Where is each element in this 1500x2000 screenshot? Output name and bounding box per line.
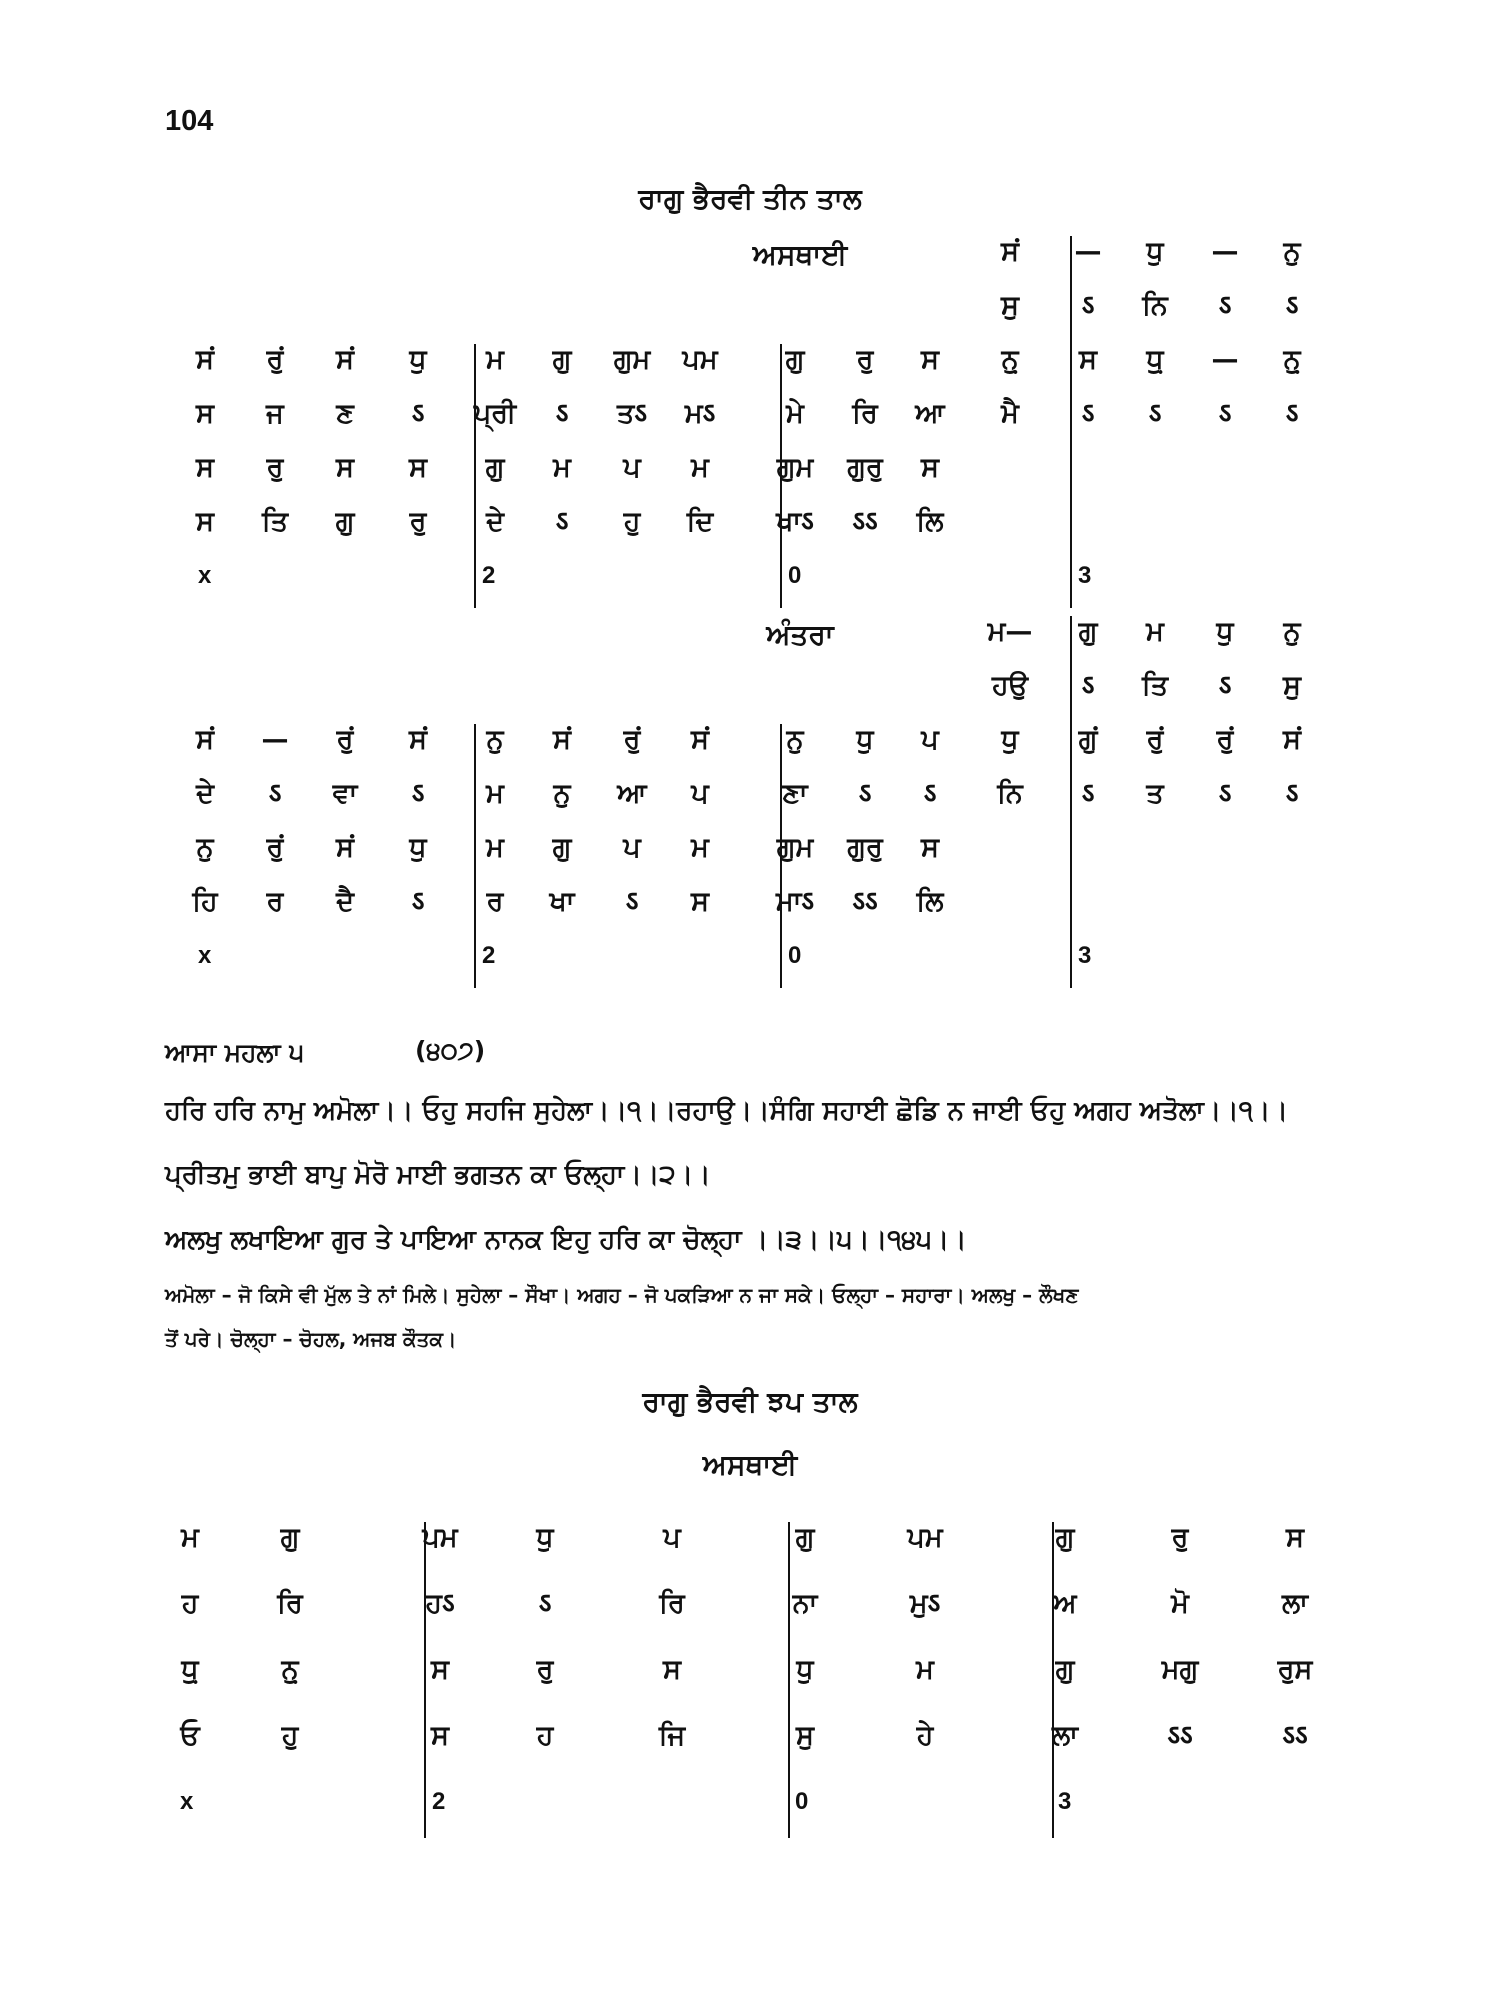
- notation-cell: ਗੁ: [335, 506, 355, 537]
- notation-cell: ਤਿ: [262, 506, 288, 537]
- notation-cell: ਧੁ: [1216, 616, 1234, 647]
- notation-cell: ਪਮ: [422, 1522, 458, 1553]
- notation-cell: ऽ: [1081, 778, 1095, 809]
- notation-cell: ਰੁਂ: [266, 832, 284, 863]
- notation-cell: ਮੁऽ: [909, 1588, 941, 1619]
- notation-cell: ਗੁਂ: [1078, 724, 1098, 755]
- notation-cell: ਮ: [691, 452, 709, 483]
- notation-cell: ਹ: [536, 1720, 554, 1751]
- notation-cell: ਮ: [691, 832, 709, 863]
- notation-cell: ਨੁ਼: [1283, 344, 1301, 375]
- section1-title: ਰਾਗੁ ਭੈਰਵੀ ਤੀਨ ਤਾਲ: [638, 182, 862, 215]
- notation-cell: ਗੁ: [1078, 616, 1098, 647]
- taal-mark: 3: [1058, 1788, 1072, 1815]
- notation-cell: ਸ: [663, 1654, 681, 1685]
- notation-cell: ਗੁ: [485, 452, 505, 483]
- page-number: 104: [165, 105, 214, 137]
- notation-cell: ऽ: [1218, 670, 1232, 701]
- taal-mark: 2: [482, 562, 496, 589]
- shabad-ang: (੪੦੭): [415, 1036, 486, 1065]
- notation-cell: ਮੇ: [786, 398, 804, 429]
- notation-cell: ਧੁ: [409, 344, 427, 375]
- notation-cell: ਧੁ਼: [181, 1654, 199, 1685]
- vibhag-divider: [780, 724, 782, 988]
- section2-title: ਰਾਗੁ ਭੈਰਵੀ ਝਪ ਤਾਲ: [642, 1385, 858, 1418]
- notation-cell: ਸੁ: [796, 1720, 814, 1751]
- notation-cell: ऽ: [1218, 398, 1232, 429]
- notation-cell: ਰੁ: [409, 506, 427, 537]
- notation-cell: ਸਂ: [196, 724, 214, 755]
- notation-cell: ਧੁ: [536, 1522, 554, 1553]
- notation-cell: ਦੇ: [486, 506, 504, 537]
- notation-cell: ਸ: [196, 452, 214, 483]
- notation-cell: ਗੁ: [1055, 1654, 1075, 1685]
- shabad-line-2: ਪ੍ਰੀਤਮੁ ਭਾਈ ਬਾਪੁ ਮੋਰੋ ਮਾਈ ਭਗਤਨ ਕਾ ਓਲ੍ਹਾ।।੨।।: [165, 1160, 711, 1190]
- notation-cell: ਨੁ: [1283, 616, 1301, 647]
- notation-cell: ਣ: [336, 398, 354, 429]
- notation-cell: ਸਂ: [1283, 724, 1301, 755]
- vibhag-divider: [1052, 1522, 1054, 1838]
- notation-cell: ਪ: [623, 832, 641, 863]
- notation-cell: ਰਿ: [277, 1588, 303, 1619]
- notation-cell: ਸ: [409, 452, 427, 483]
- notation-cell: ਗੁ: [795, 1522, 815, 1553]
- notation-cell: ਸੁ: [1283, 670, 1301, 701]
- vibhag-divider: [788, 1522, 790, 1838]
- notation-cell: ऽ: [1081, 290, 1095, 321]
- taal-mark: x: [198, 562, 212, 589]
- notation-cell: ਮ: [181, 1522, 199, 1553]
- taal-mark: x: [180, 1788, 194, 1815]
- notation-cell: ਰ: [266, 886, 284, 917]
- notation-cell: ऽ: [555, 398, 569, 429]
- taal-mark: 3: [1078, 562, 1092, 589]
- notation-cell: ऽ: [411, 398, 425, 429]
- notation-cell: ਧੁ: [856, 724, 874, 755]
- notation-cell: ਧੁ: [409, 832, 427, 863]
- notation-cell: ਰੁਂ: [1146, 724, 1164, 755]
- notation-cell: ਧੁ: [1001, 724, 1019, 755]
- notation-cell: ਰਿ: [659, 1588, 685, 1619]
- vibhag-divider: [780, 344, 782, 608]
- notation-cell: ऽ: [1218, 290, 1232, 321]
- notation-cell: ਲਾ: [1052, 1720, 1078, 1751]
- notation-cell: ਹੇ: [916, 1720, 934, 1751]
- notation-cell: ਤऽ: [617, 398, 647, 429]
- notation-cell: ऽ: [1148, 398, 1162, 429]
- notation-cell: ਸ: [196, 398, 214, 429]
- notation-cell: ਰੁਂ: [623, 724, 641, 755]
- notation-cell: ऽ: [1081, 670, 1095, 701]
- notation-cell: ਸਂ: [336, 832, 354, 863]
- notation-cell: ऽऽ: [852, 506, 878, 537]
- notation-cell: ਗੁ: [785, 344, 805, 375]
- notation-cell: ਮ: [1146, 616, 1164, 647]
- notation-cell: ਣਾ: [782, 778, 808, 809]
- notation-cell: ਰੁ: [266, 452, 284, 483]
- notation-cell: ਰੁਂ: [1216, 724, 1234, 755]
- notation-cell: ਜ: [266, 398, 284, 429]
- vibhag-divider: [1070, 236, 1072, 608]
- notation-cell: ऽ: [411, 778, 425, 809]
- notation-cell: ਮ: [486, 344, 504, 375]
- vibhag-divider: [474, 724, 476, 988]
- notation-cell: ਮ—: [987, 616, 1033, 647]
- notation-cell: ਧੁ਼: [1146, 344, 1164, 375]
- notation-cell: ਤਿ: [1142, 670, 1168, 701]
- notation-cell: ਸਂ: [336, 344, 354, 375]
- notation-cell: ਲਾ: [1282, 1588, 1308, 1619]
- notation-cell: ਗੁ: [1055, 1522, 1075, 1553]
- notation-cell: ऽ: [538, 1588, 552, 1619]
- notation-cell: ਨੁ: [786, 724, 804, 755]
- notation-cell: ऽ: [555, 506, 569, 537]
- notation-cell: —: [1211, 344, 1239, 375]
- notation-cell: ऽऽ: [852, 886, 878, 917]
- notation-cell: ਸ: [691, 886, 709, 917]
- notation-cell: ਪ: [623, 452, 641, 483]
- notation-cell: ऽ: [923, 778, 937, 809]
- notation-cell: —: [1211, 236, 1239, 267]
- vibhag-divider: [474, 344, 476, 608]
- notation-cell: ਆ: [915, 398, 945, 429]
- notation-cell: ਮ: [916, 1654, 934, 1685]
- notation-cell: ਸ: [1286, 1522, 1304, 1553]
- section2-asthai-label: ਅਸਥਾਈ: [702, 1448, 798, 1481]
- shabad-line-1: ਹਰਿ ਹਰਿ ਨਾਮੁ ਅਮੋਲਾ।। ਓਹੁ ਸਹਜਿ ਸੁਹੇਲਾ।।੧।।ਰਹਾਉ।।ਸੰਗਿ ਸਹਾਈ ਛੋਡਿ ਨ ਜਾਈ ਓਹੁ ਅਗਹ ਅਤੋਲਾ।।੧।।: [165, 1096, 1288, 1126]
- notation-cell: ਧੁ: [796, 1654, 814, 1685]
- notation-cell: ਮऽ: [684, 398, 716, 429]
- notation-cell: ऽ: [1285, 778, 1299, 809]
- notation-cell: ऽऽ: [1282, 1720, 1308, 1751]
- notation-cell: ਨੁ: [196, 832, 214, 863]
- notation-cell: ऽ: [1081, 398, 1095, 429]
- notation-cell: ऽ: [858, 778, 872, 809]
- gloss-line-2: ਤੋਂ ਪਰੇ। ਚੋਲ੍ਹਾ – ਚੋਹਲ, ਅਜਬ ਕੌਤਕ।: [165, 1327, 457, 1351]
- notation-cell: ਸਂ: [196, 344, 214, 375]
- notation-cell: ਆ: [617, 778, 647, 809]
- notation-cell: ਗੁਮ: [776, 832, 814, 863]
- taal-mark: x: [198, 942, 212, 969]
- notation-cell: ਖਾ: [549, 886, 575, 917]
- notation-cell: ਦਿ: [686, 506, 714, 537]
- notation-cell: ਗੁਮ: [613, 344, 651, 375]
- notation-cell: ਮ: [553, 452, 571, 483]
- notation-cell: ਮਗੁ: [1161, 1654, 1199, 1685]
- notation-cell: ਪ੍ਰੀ: [473, 398, 517, 429]
- notation-cell: ਰੁ: [1171, 1522, 1189, 1553]
- notation-cell: ऽ: [411, 886, 425, 917]
- taal-mark: 2: [432, 1788, 446, 1815]
- notation-cell: ਧੁ: [1146, 236, 1164, 267]
- notation-cell: ਨੁ਼: [281, 1654, 299, 1685]
- notation-cell: ऽ: [625, 886, 639, 917]
- antra-label: ਅੰਤਰਾ: [766, 618, 834, 651]
- shabad-heading: ਆਸਾ ਮਹਲਾ ੫: [165, 1038, 304, 1067]
- notation-cell: ਦੈ: [336, 886, 354, 917]
- notation-cell: ਰ: [486, 886, 504, 917]
- notation-cell: ਸੁ: [1001, 290, 1019, 321]
- notation-cell: ਰੁ: [856, 344, 874, 375]
- notation-cell: ਮੈ: [1001, 398, 1019, 429]
- notation-cell: ऽ: [1285, 290, 1299, 321]
- notation-cell: ਹੁ: [623, 506, 641, 537]
- taal-mark: 2: [482, 942, 496, 969]
- notation-cell: ਗੁਮ: [776, 452, 814, 483]
- notation-cell: ਰੁਂ: [336, 724, 354, 755]
- notation-cell: ਨੁ: [1283, 236, 1301, 267]
- notation-cell: ਲਿ: [916, 886, 944, 917]
- notation-cell: ਸ: [921, 832, 939, 863]
- notation-cell: ਸ: [336, 452, 354, 483]
- notation-cell: ਵਾ: [332, 778, 358, 809]
- notation-cell: ਸ: [431, 1654, 449, 1685]
- notation-cell: ਹਉ: [991, 670, 1029, 701]
- notation-cell: ਗੁ: [552, 344, 572, 375]
- notation-cell: ऽऽ: [1167, 1720, 1193, 1751]
- notation-cell: ਮ: [486, 832, 504, 863]
- notation-cell: ਹऽ: [425, 1588, 455, 1619]
- notation-cell: ਰੁ: [536, 1654, 554, 1685]
- notation-cell: ਪਮ: [907, 1522, 943, 1553]
- notation-cell: ਮੋ: [1171, 1588, 1189, 1619]
- notation-cell: ਸ: [431, 1720, 449, 1751]
- taal-mark: 0: [788, 942, 802, 969]
- notation-cell: ਨਾ: [792, 1588, 818, 1619]
- notation-cell: ਹੁ: [281, 1720, 299, 1751]
- notation-cell: ਸ: [921, 452, 939, 483]
- notation-cell: ਸਂ: [409, 724, 427, 755]
- notation-cell: ਜਿ: [658, 1720, 686, 1751]
- notation-cell: ਸਂ: [691, 724, 709, 755]
- notation-cell: ਗੁਰੁ: [847, 832, 883, 863]
- notation-cell: ਰੁਸ: [1277, 1654, 1313, 1685]
- taal-mark: 3: [1078, 942, 1092, 969]
- notation-cell: ਨੁ: [553, 778, 571, 809]
- shabad-line-3: ਅਲਖੁ ਲਖਾਇਆ ਗੁਰ ਤੇ ਪਾਇਆ ਨਾਨਕ ਇਹੁ ਹਰਿ ਕਾ ਚੋਲ੍ਹਾ ।।੩।।੫।।੧੪੫।।: [165, 1225, 967, 1255]
- notation-cell: ਗੁਰੁ: [847, 452, 883, 483]
- gloss-line-1: ਅਮੋਲਾ – ਜੋ ਕਿਸੇ ਵੀ ਮੁੱਲ ਤੇ ਨਾਂ ਮਿਲੇ। ਸੁਹੇਲਾ – ਸੌਖਾ। ਅਗਹ – ਜੋ ਪਕੜਿਆ ਨ ਜਾ ਸਕੇ। ਓਲ੍ਹਾ – ਸਹਾਰਾ। ਅਲਖੁ – ਲੌਖਣ: [165, 1283, 1079, 1307]
- notation-cell: ਗੁ: [552, 832, 572, 863]
- notation-cell: ਨੁ: [486, 724, 504, 755]
- notation-cell: ਪ: [691, 778, 709, 809]
- notation-cell: ਹ: [181, 1588, 199, 1619]
- taal-mark: 0: [795, 1788, 809, 1815]
- notation-cell: ਸਂ: [1001, 236, 1019, 267]
- notation-cell: ਨਿ: [997, 778, 1023, 809]
- notation-cell: ਓ: [180, 1720, 200, 1751]
- asthai-label: ਅਸਥਾਈ: [752, 238, 848, 271]
- vibhag-divider: [1070, 616, 1072, 988]
- notation-cell: ਅ: [1053, 1588, 1077, 1619]
- vibhag-divider: [424, 1522, 426, 1838]
- notation-cell: ਸਂ: [553, 724, 571, 755]
- notation-cell: ਮਾऽ: [775, 886, 815, 917]
- notation-cell: ਰਿ: [852, 398, 878, 429]
- notation-cell: ਸ: [196, 506, 214, 537]
- notation-cell: ऽ: [1218, 778, 1232, 809]
- notation-cell: ਦੇ: [196, 778, 214, 809]
- notation-cell: ਨੁ਼: [1001, 344, 1019, 375]
- notation-cell: ऽ: [1285, 398, 1299, 429]
- notation-cell: —: [261, 724, 289, 755]
- notation-cell: —: [1074, 236, 1102, 267]
- notation-cell: ਹਿ: [192, 886, 218, 917]
- notation-cell: ਰੁਂ: [266, 344, 284, 375]
- notation-cell: ਸ: [1079, 344, 1097, 375]
- taal-mark: 0: [788, 562, 802, 589]
- notation-cell: ਨਿ: [1142, 290, 1168, 321]
- notation-cell: ਲਿ: [916, 506, 944, 537]
- notation-cell: ਤ: [1146, 778, 1164, 809]
- notation-cell: ਖਾऽ: [776, 506, 814, 537]
- notation-cell: ਗੁ: [280, 1522, 300, 1553]
- notation-cell: ਪ: [921, 724, 939, 755]
- notation-cell: ਪ: [663, 1522, 681, 1553]
- notation-cell: ਮ: [486, 778, 504, 809]
- notation-cell: ਸ: [921, 344, 939, 375]
- notation-cell: ऽ: [268, 778, 282, 809]
- notation-cell: ਪਮ: [682, 344, 718, 375]
